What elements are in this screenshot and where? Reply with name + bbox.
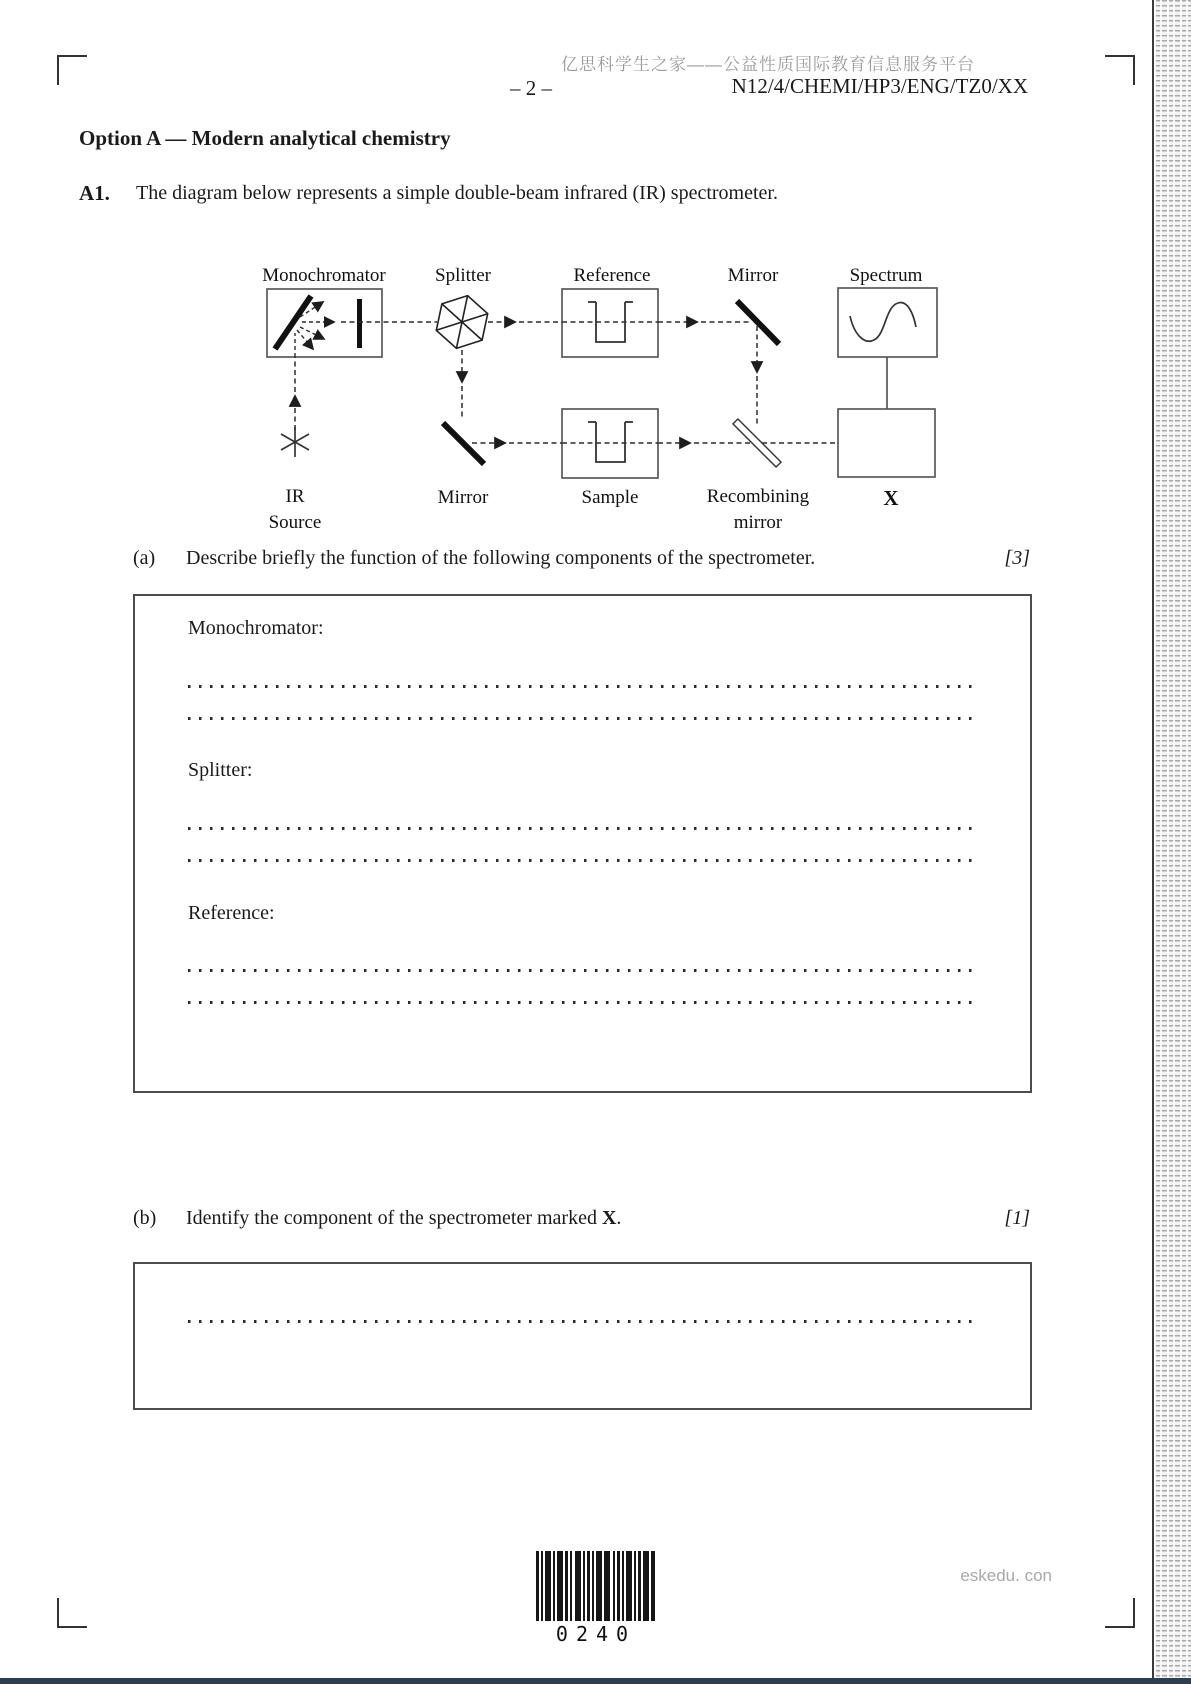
dispersing-mirror-icon [275,296,311,349]
paper-code: N12/4/CHEMI/HP3/ENG/TZ0/XX [731,74,1028,98]
barcode-bars [536,1551,655,1621]
part-b-marks: [1] [1004,1207,1030,1229]
crop-mark-bottom-right-icon [1105,1598,1135,1628]
part-b-prompt-period: . [616,1207,622,1229]
label-splitter: Splitter [435,265,491,286]
label-x: X [883,486,899,510]
bottom-edge-bar [0,1678,1191,1684]
spectrum-curve-icon [850,303,916,342]
part-b-prompt-text: Identify the component of the spectrometer marked [186,1207,602,1229]
answer-line [188,859,977,862]
reference-cuvette-icon [588,302,633,342]
section-title: Option A — Modern analytical chemistry [79,126,451,150]
site-watermark: eskedu. con [960,1566,1052,1585]
dispersed-rays [295,302,334,357]
answer-line [188,827,977,830]
question-intro: The diagram below represents a simple double-beam infrared (IR) spectrometer. [136,182,778,204]
part-b-prompt-x: X [601,1207,617,1229]
mirror-bottom-icon [443,423,484,464]
ir-source-icon [281,427,309,457]
part-a-label: (a) [133,547,156,569]
label-mirror-bottom: Mirror [437,487,489,508]
page-number: – 2 – [510,76,552,100]
exit-slit-icon [357,299,362,348]
label-sample: Sample [581,487,639,508]
answer-box-a [133,594,1032,1093]
part-a-marks: [3] [1004,547,1030,569]
recombining-mirror-icon [733,419,781,467]
answer-line [188,685,977,688]
answer-line [188,1001,977,1004]
sample-cell-box [562,409,658,478]
monochromator-box [267,289,382,357]
part-b-label: (b) [133,1207,157,1229]
label-ir-source-line1: IR [285,486,305,507]
label-reference: Reference [573,265,651,286]
label-recombining-line1: Recombining [706,486,810,507]
page-edge-texture [1152,0,1191,1684]
part-b-prompt [186,1207,621,1230]
label-spectrum: Spectrum [849,265,923,286]
label-monochromator: Monochromator [262,265,386,286]
watermark-text: 亿思科学生之家——公益性质国际教育信息服务平台 [561,55,975,74]
field-label-splitter: Splitter: [188,759,253,781]
splitter-icon [436,296,487,349]
crop-mark-top-right-icon [1105,55,1135,85]
spectrum-box [838,288,937,357]
barcode-digits: 0240 [555,1622,637,1646]
answer-line [188,717,977,720]
part-a-prompt: Describe briefly the function of the following components of the spectrometer. [186,547,816,569]
sample-cuvette-icon [588,422,633,462]
question-number: A1. [79,181,110,205]
crop-mark-bottom-left-icon [57,1598,87,1628]
mirror-top-icon [737,301,779,344]
reference-cell-box [562,289,658,357]
field-label-reference: Reference: [188,902,275,924]
beam-path [295,322,838,443]
answer-box-b [133,1262,1032,1410]
answer-line [188,969,977,972]
crop-mark-top-left-icon [57,55,87,85]
x-component-box [838,409,935,477]
field-label-monochromator: Monochromator: [188,617,324,639]
label-recombining-line2: mirror [733,512,783,533]
answer-line [188,1320,977,1323]
label-mirror-top: Mirror [727,265,779,286]
label-ir-source-line2: Source [268,512,322,533]
